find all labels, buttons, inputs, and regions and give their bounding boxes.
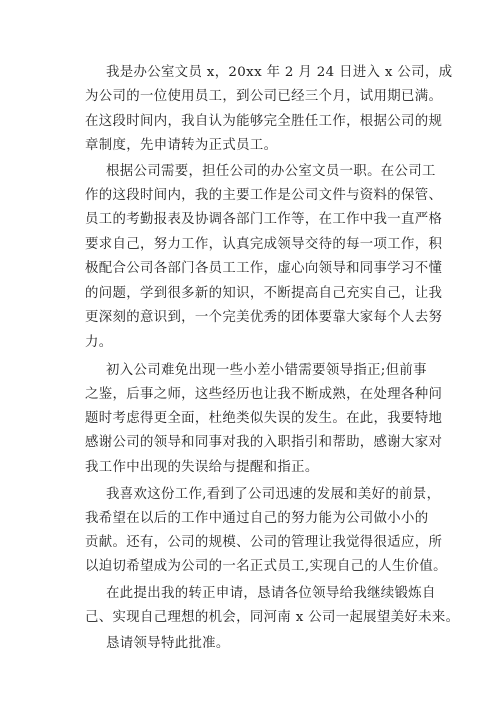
text-line: 初入公司难免出现一些小差小错需要领导指正;但前事: [106, 363, 427, 378]
text-line: 在这段时间内，我自认为能够完全胜任工作，根据公司的规: [85, 114, 443, 129]
text-line: 更深刻的意识到，一个完美优秀的团体要靠大家每个人去努: [85, 310, 443, 325]
text-line: 员工的考勤报表及协调各部门工作等，在工作中我一直严格: [85, 212, 443, 227]
text-line: 力。: [85, 335, 113, 350]
text-line: 作的这段时间内，我的主要工作是公司文件与资料的保管、: [85, 188, 443, 203]
text-line: 我工作中出现的失误给与提醒和指正。: [85, 460, 319, 475]
text-line: 恳请领导特此批准。: [106, 636, 230, 651]
text-line: 要求自己，努力工作，认真完成领导交待的每一项工作，积: [85, 237, 443, 252]
text-line: 感谢公司的领导和同事对我的入职指引和帮助，感谢大家对: [85, 435, 443, 450]
text-line: 我喜欢这份工作,看到了公司迅速的发展和美好的前景，: [106, 487, 441, 502]
text-line: 之鉴，后事之师，这些经历也让我不断成熟，在处理各种问: [85, 387, 443, 402]
text-line: 己、实现自己理想的机会，同河南 x 公司一起展望美好未来。: [85, 610, 460, 625]
text-line: 极配合公司各部门各员工工作，虚心向领导和同事学习不懂: [85, 261, 443, 276]
text-line: 以迫切希望成为公司的一名正式员工,实现自己的人生价值。: [85, 559, 447, 574]
text-line: 根据公司需要，担任公司的办公室文员一职。在公司工: [106, 164, 436, 179]
text-line: 题时考虑得更全面，杜绝类似失误的发生。在此，我要特地: [85, 411, 443, 426]
text-line: 我希望在以后的工作中通过自己的努力能为公司做小小的: [85, 511, 429, 526]
text-line: 在此提出我的转正申请，恳请各位领导给我继续锻炼自: [106, 586, 436, 601]
text-line: 章制度，先申请转为正式员工。: [85, 138, 278, 153]
text-line: 为公司的一位使用员工，到公司已经三个月，试用期已满。: [85, 89, 443, 104]
text-line: 的问题，学到很多新的知识，不断提高自己充实自己，让我: [85, 286, 443, 301]
text-line: 贡献。还有，公司的规模、公司的管理让我觉得很适应，所: [85, 535, 443, 550]
text-line: 我是办公室文员 x，20xx 年 2 月 24 日进入 x 公司，成: [106, 65, 453, 80]
